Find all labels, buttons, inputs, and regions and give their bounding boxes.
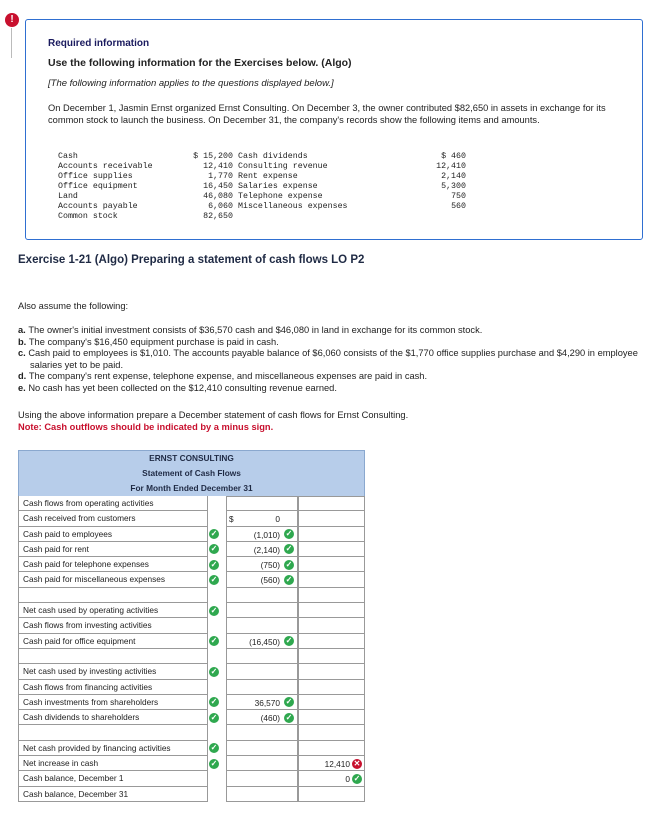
statement-row bbox=[18, 557, 365, 572]
row-label-select[interactable]: Net cash provided by financing activities bbox=[18, 741, 208, 756]
check-circle-icon: ✓ bbox=[210, 758, 218, 768]
amount-input[interactable] bbox=[226, 787, 298, 802]
account-row bbox=[58, 182, 466, 192]
row-label-select[interactable]: Cash paid for office equipment bbox=[18, 634, 208, 649]
account-name bbox=[233, 212, 418, 222]
statement-row bbox=[18, 787, 365, 802]
cash-flow-worksheet bbox=[18, 450, 365, 802]
scenario-paragraph: On December 1, Jasmin Ernst organized Ernst Consulting. On December 3, the owner contributed $82,650 in assets in exchange for its common stock to launch the business. On December 31, the company's records show the following items and amounts. bbox=[48, 103, 606, 125]
italic-note: [The following information applies to the questions displayed below.] bbox=[48, 78, 334, 89]
check-circle-icon: ✓ bbox=[285, 697, 293, 707]
row-label-select[interactable] bbox=[18, 649, 208, 664]
row-label-select[interactable] bbox=[18, 725, 208, 740]
statement-row bbox=[18, 725, 365, 740]
account-name: Office supplies bbox=[58, 172, 133, 181]
amount-input[interactable] bbox=[226, 756, 298, 771]
row-label-select[interactable]: Net cash used by investing activities bbox=[18, 664, 208, 679]
alert-icon: ! bbox=[5, 13, 19, 27]
total-value: 0 bbox=[345, 774, 350, 785]
total-input[interactable] bbox=[298, 725, 365, 740]
amount-input[interactable] bbox=[226, 680, 298, 695]
dollar-sign: $ bbox=[229, 514, 234, 525]
account-name: Salaries expense bbox=[238, 182, 318, 191]
exercise-title: Exercise 1-21 (Algo) Preparing a statement of cash flows LO P2 bbox=[18, 254, 365, 266]
statement-row bbox=[18, 496, 365, 511]
statement-row bbox=[18, 695, 365, 710]
statement-period: For Month Ended December 31 bbox=[130, 483, 253, 493]
check-circle-icon: ✓ bbox=[210, 697, 218, 707]
row-label-select[interactable]: Cash dividends to shareholders bbox=[18, 710, 208, 725]
row-label-select[interactable]: Cash flows from operating activities bbox=[18, 496, 208, 511]
assumption-item bbox=[18, 348, 643, 371]
row-label-select[interactable]: Cash investments from shareholders bbox=[18, 695, 208, 710]
assumption-text: The company's $16,450 equipment purchase is paid in cash. bbox=[28, 336, 279, 347]
amount-value: (460) bbox=[260, 713, 280, 724]
statement-row bbox=[18, 588, 365, 603]
row-label-select[interactable]: Net cash used by operating activities bbox=[18, 603, 208, 618]
assumption-text: The owner's initial investment consists of $36,570 cash and $46,080 in land in exchange for its common stock. bbox=[28, 325, 483, 335]
account-amount: 12,410 bbox=[203, 162, 233, 171]
total-input[interactable] bbox=[298, 527, 365, 542]
assumption-letter: b. bbox=[18, 336, 29, 347]
account-row bbox=[58, 162, 466, 172]
check-circle-icon: ✓ bbox=[210, 712, 218, 722]
check-circle-icon: ✓ bbox=[210, 605, 218, 615]
amount-input[interactable] bbox=[226, 771, 298, 786]
assumption-item bbox=[18, 383, 643, 395]
amount-input[interactable] bbox=[226, 725, 298, 740]
x-circle-icon: ✕ bbox=[353, 758, 361, 768]
account-name: Accounts receivable bbox=[58, 162, 153, 171]
account-row bbox=[58, 202, 466, 212]
statement-row bbox=[18, 542, 365, 557]
total-input[interactable] bbox=[298, 787, 365, 802]
account-name: Common stock bbox=[58, 212, 118, 221]
account-amount bbox=[418, 212, 466, 222]
check-circle-icon: ✓ bbox=[210, 544, 218, 554]
check-circle-icon: ✓ bbox=[285, 574, 293, 584]
account-name: Accounts payable bbox=[58, 202, 138, 211]
check-circle-icon: ✓ bbox=[353, 773, 361, 783]
account-row bbox=[58, 192, 466, 202]
total-input[interactable] bbox=[298, 572, 365, 587]
account-row bbox=[58, 172, 466, 182]
account-row bbox=[58, 212, 466, 222]
check-circle-icon: ✓ bbox=[210, 529, 218, 539]
required-info-panel bbox=[25, 19, 643, 240]
amount-value: (560) bbox=[260, 575, 280, 586]
assumption-letter: c. bbox=[18, 348, 29, 358]
amount-input[interactable] bbox=[226, 664, 298, 679]
check-circle-icon: ✓ bbox=[285, 529, 293, 539]
account-amount: 16,450 bbox=[203, 182, 233, 191]
account-amount: 2,140 bbox=[441, 172, 466, 181]
row-label-select[interactable]: Cash paid for miscellaneous expenses bbox=[18, 572, 208, 587]
account-amount: 6,060 bbox=[208, 202, 233, 211]
total-input[interactable] bbox=[298, 741, 365, 756]
account-name: Office equipment bbox=[58, 182, 138, 191]
account-name: Land bbox=[58, 192, 78, 201]
statement-row bbox=[18, 511, 365, 526]
statement-row bbox=[18, 756, 365, 771]
use-info-heading: Use the following information for the Exercises below. (Algo) bbox=[48, 57, 352, 69]
assumption-item bbox=[18, 325, 643, 337]
statement-row bbox=[18, 710, 365, 725]
assumption-letter: a. bbox=[18, 325, 29, 335]
total-input[interactable] bbox=[298, 649, 365, 664]
account-row bbox=[58, 152, 466, 162]
assumption-letter: d. bbox=[18, 371, 29, 381]
row-label-select[interactable]: Cash received from customers bbox=[18, 511, 208, 526]
statement-header bbox=[18, 450, 365, 496]
check-circle-icon: ✓ bbox=[210, 636, 218, 646]
total-input[interactable] bbox=[298, 496, 365, 511]
statement-row bbox=[18, 664, 365, 679]
amount-input[interactable] bbox=[226, 511, 298, 526]
account-amount: 5,300 bbox=[441, 182, 466, 191]
amount-input[interactable] bbox=[226, 496, 298, 511]
row-label-select[interactable]: Cash flows from investing activities bbox=[18, 618, 208, 633]
account-name: Cash dividends bbox=[238, 152, 308, 161]
total-input[interactable] bbox=[298, 664, 365, 679]
account-amount: 12,410 bbox=[436, 162, 466, 171]
account-amount: 750 bbox=[451, 192, 466, 201]
assumption-text: The company's rent expense, telephone expense, and miscellaneous expenses are paid in cash. bbox=[28, 371, 428, 381]
assumption-letter: e. bbox=[18, 382, 29, 393]
account-amount: 560 bbox=[451, 202, 466, 211]
statement-name: Statement of Cash Flows bbox=[142, 468, 241, 478]
minus-sign-note: Note: Cash outflows should be indicated by a minus sign. bbox=[18, 422, 274, 432]
row-label-select[interactable]: Cash paid for telephone expenses bbox=[18, 557, 208, 572]
check-circle-icon: ✓ bbox=[210, 743, 218, 753]
total-input[interactable] bbox=[298, 542, 365, 557]
check-circle-icon: ✓ bbox=[285, 712, 293, 722]
total-value: 12,410 bbox=[324, 759, 350, 770]
account-amount: $ 15,200 bbox=[193, 152, 233, 161]
account-name: Miscellaneous expenses bbox=[238, 202, 348, 211]
statement-row bbox=[18, 680, 365, 695]
statement-row bbox=[18, 572, 365, 587]
check-circle-icon: ✓ bbox=[285, 636, 293, 646]
amount-input[interactable] bbox=[226, 741, 298, 756]
assumption-list bbox=[18, 325, 643, 394]
assumption-text: Cash paid to employees is $1,010. The accounts payable balance of $6,060 consists of the $1,770 office supplies purchase and $4,290 in employee salaries yet to be paid. bbox=[28, 348, 638, 370]
total-input[interactable] bbox=[298, 695, 365, 710]
row-label-select[interactable]: Cash balance, December 1 bbox=[18, 771, 208, 786]
amount-input[interactable] bbox=[226, 603, 298, 618]
company-name: ERNST CONSULTING bbox=[149, 453, 234, 463]
account-name: Cash bbox=[58, 152, 78, 161]
assumption-text: No cash has yet been collected on the $12,410 consulting revenue earned. bbox=[28, 382, 337, 393]
amount-value: (1,010) bbox=[253, 529, 280, 540]
row-label-select[interactable] bbox=[18, 588, 208, 603]
account-amount: 82,650 bbox=[203, 212, 233, 221]
instruction-text: Using the above information prepare a December statement of cash flows for Ernst Consulting. bbox=[18, 410, 409, 420]
total-input[interactable] bbox=[298, 618, 365, 633]
account-amount: 1,770 bbox=[208, 172, 233, 181]
statement-row bbox=[18, 634, 365, 649]
statement-rows bbox=[18, 496, 365, 802]
also-assume: Also assume the following: bbox=[18, 301, 129, 311]
assumption-item bbox=[18, 337, 643, 349]
statement-row bbox=[18, 649, 365, 664]
account-name: Rent expense bbox=[238, 172, 298, 181]
statement-row bbox=[18, 527, 365, 542]
account-name: Consulting revenue bbox=[238, 162, 328, 171]
account-amount: 46,080 bbox=[203, 192, 233, 201]
statement-row bbox=[18, 741, 365, 756]
total-input[interactable] bbox=[298, 634, 365, 649]
total-input[interactable] bbox=[298, 511, 365, 526]
divider bbox=[11, 28, 12, 58]
check-circle-icon: ✓ bbox=[285, 559, 293, 569]
amount-value: (2,140) bbox=[253, 544, 280, 555]
account-name: Telephone expense bbox=[238, 192, 323, 201]
account-amount: $ 460 bbox=[441, 152, 466, 161]
total-input[interactable] bbox=[298, 588, 365, 603]
assumption-item bbox=[18, 371, 643, 383]
amount-value: (16,450) bbox=[249, 636, 280, 647]
row-label-select[interactable]: Net increase in cash bbox=[18, 756, 208, 771]
row-label-select[interactable]: Cash balance, December 31 bbox=[18, 787, 208, 802]
statement-row bbox=[18, 771, 365, 786]
total-input[interactable] bbox=[298, 603, 365, 618]
amount-input[interactable] bbox=[226, 618, 298, 633]
amount-input[interactable] bbox=[226, 649, 298, 664]
amount-value: (750) bbox=[260, 560, 280, 571]
total-input[interactable] bbox=[298, 680, 365, 695]
amount-input[interactable] bbox=[226, 588, 298, 603]
required-heading: Required information bbox=[48, 38, 150, 49]
statement-row bbox=[18, 603, 365, 618]
statement-row bbox=[18, 618, 365, 633]
accounts-table bbox=[58, 152, 466, 222]
check-circle-icon: ✓ bbox=[210, 666, 218, 676]
total-input[interactable] bbox=[298, 557, 365, 572]
check-circle-icon: ✓ bbox=[285, 544, 293, 554]
amount-value: 0 bbox=[275, 514, 280, 525]
row-label-select[interactable]: Cash paid to employees bbox=[18, 527, 208, 542]
row-label-select[interactable]: Cash flows from financing activities bbox=[18, 680, 208, 695]
total-input[interactable] bbox=[298, 710, 365, 725]
check-circle-icon: ✓ bbox=[210, 574, 218, 584]
amount-value: 36,570 bbox=[254, 697, 280, 708]
row-label-select[interactable]: Cash paid for rent bbox=[18, 542, 208, 557]
check-circle-icon: ✓ bbox=[210, 559, 218, 569]
